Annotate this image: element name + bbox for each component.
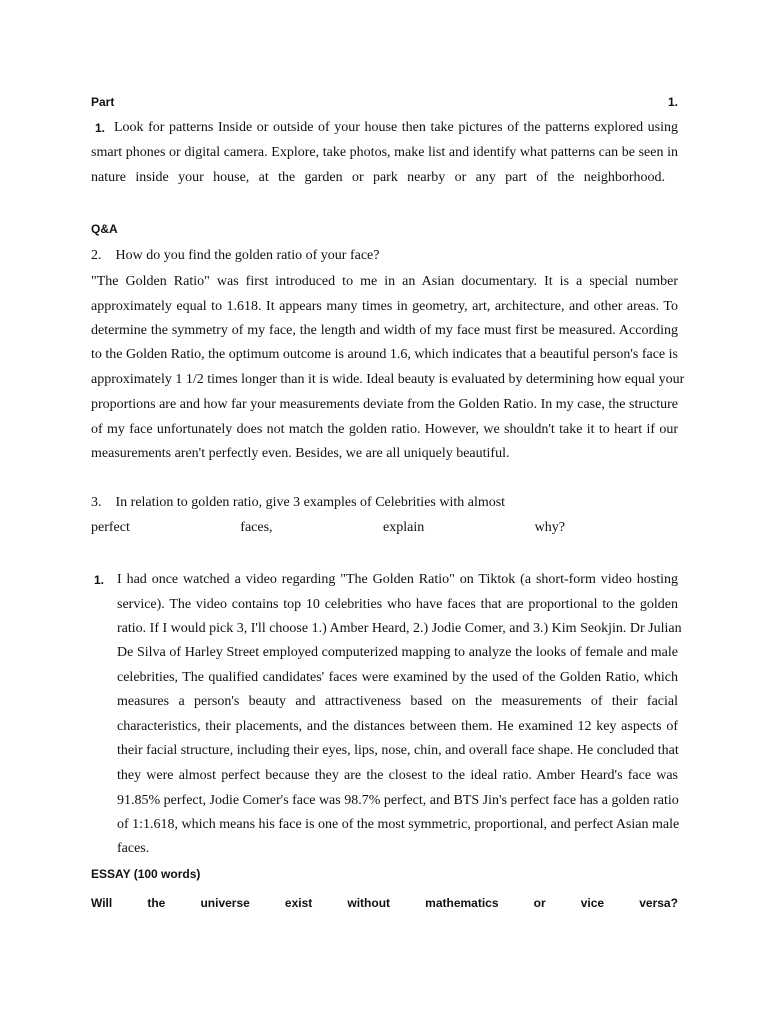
- essay-question: [91, 891, 678, 915]
- q2-answer-line-0: "The Golden Ratio" was first introduced to me in an Asian documentary. It is a special number: [91, 274, 678, 289]
- q2-answer-line-2: determine the symmetry of my face, the length and width of my face must first be measured. According: [91, 323, 678, 338]
- answer1-line-6: characteristics, their placements, and the distances between them. He examined 12 key aspects of: [117, 719, 678, 734]
- q2-answer-line-4: approximately 1 1/2 times longer than it is wide. Ideal beauty is evaluated by determining how equal your: [91, 372, 685, 387]
- essay-word: or: [533, 896, 546, 910]
- q2-answer-line-1: approximately equal to 1.618. It appears many times in geometry, art, architecture, and other areas. To: [91, 299, 678, 314]
- answer1-line-4: celebrities, The qualified candidates' faces were examined by the used of the Golden Ratio, which: [117, 670, 678, 685]
- part-label: Part: [91, 95, 115, 109]
- item1-line-0: Look for patterns Inside or outside of your house then take pictures of the patterns explored using: [114, 120, 678, 135]
- q3-word: faces,: [240, 520, 273, 535]
- answer1-line-1: service). The video contains top 10 celebrities who have faces that are proportional to the golden: [117, 597, 678, 612]
- q2-answer-line-3: to the Golden Ratio, the optimum outcome is around 1.6, which indicates that a beautiful person's face is: [91, 347, 678, 362]
- item1-line-2: nature inside your house, at the garden or park nearby or any part of the neighborhood.: [91, 170, 665, 185]
- q2-answer-line-7: measurements aren't perfectly even. Besides, we are all uniquely beautiful.: [91, 446, 510, 461]
- q3-word: why?: [534, 520, 565, 535]
- essay-word: Will: [91, 896, 113, 910]
- q3-word: perfect: [91, 520, 130, 535]
- q3-question-cont: [91, 516, 565, 540]
- answer1-line-8: they were almost perfect because they are the closest to the ideal ratio. Amber Heard's face was: [117, 768, 678, 783]
- answer1-line-2: ratio. If I would pick 3, I'll choose 1.) Amber Heard, 2.) Jodie Comer, and 3.) Kim Seokjin. Dr Julian: [117, 621, 682, 636]
- essay-word: universe: [200, 896, 250, 910]
- answer1-line-0: I had once watched a video regarding "The Golden Ratio" on Tiktok (a short-form video hosting: [117, 572, 678, 587]
- part-number: 1.: [667, 95, 678, 109]
- part-header: [91, 90, 678, 114]
- essay-word: the: [147, 896, 166, 910]
- item1-number: 1.: [95, 121, 106, 135]
- q3-question: 3. In relation to golden ratio, give 3 examples of Celebrities with almost: [91, 495, 506, 510]
- answer1-line-10: of 1:1.618, which means his face is one of the most symmetric, proportional, and perfect Asian male: [117, 817, 680, 832]
- essay-word: exist: [284, 896, 313, 910]
- q2-answer-line-6: of my face unfortunately does not match the golden ratio. However, we shouldn't take it to heart if our: [91, 422, 678, 437]
- essay-word: without: [347, 896, 391, 910]
- answer1-line-11: faces.: [117, 841, 150, 856]
- answer1-line-5: measures a person's beauty and attractiveness based on the measurements of their facial: [117, 694, 678, 709]
- answer1-line-9: 91.85% perfect, Jodie Comer's face was 98.7% perfect, and BTS Jin's perfect face has a golden ratio: [117, 793, 679, 808]
- qa-heading: Q&A: [91, 222, 118, 236]
- essay-word: mathematics: [425, 896, 499, 910]
- answer1-line-7: their facial structure, including their eyes, lips, nose, chin, and overall face shape. He concluded that: [117, 743, 679, 758]
- essay-word: versa?: [639, 896, 678, 910]
- answer1-number: 1.: [94, 573, 105, 587]
- item1-line-1: smart phones or digital camera. Explore, take photos, make list and identify what patterns can be seen in: [91, 145, 678, 160]
- essay-heading: ESSAY (100 words): [91, 867, 201, 881]
- answer1-line-3: De Silva of Harley Street employed computerized mapping to analyze the looks of female and male: [117, 645, 678, 660]
- q3-word: explain: [383, 520, 425, 535]
- essay-word: vice: [580, 896, 605, 910]
- q2-answer-line-5: proportions are and how far your measurements deviate from the Golden Ratio. In my case, the structure: [91, 397, 678, 412]
- q2-question: 2. How do you find the golden ratio of your face?: [91, 248, 380, 263]
